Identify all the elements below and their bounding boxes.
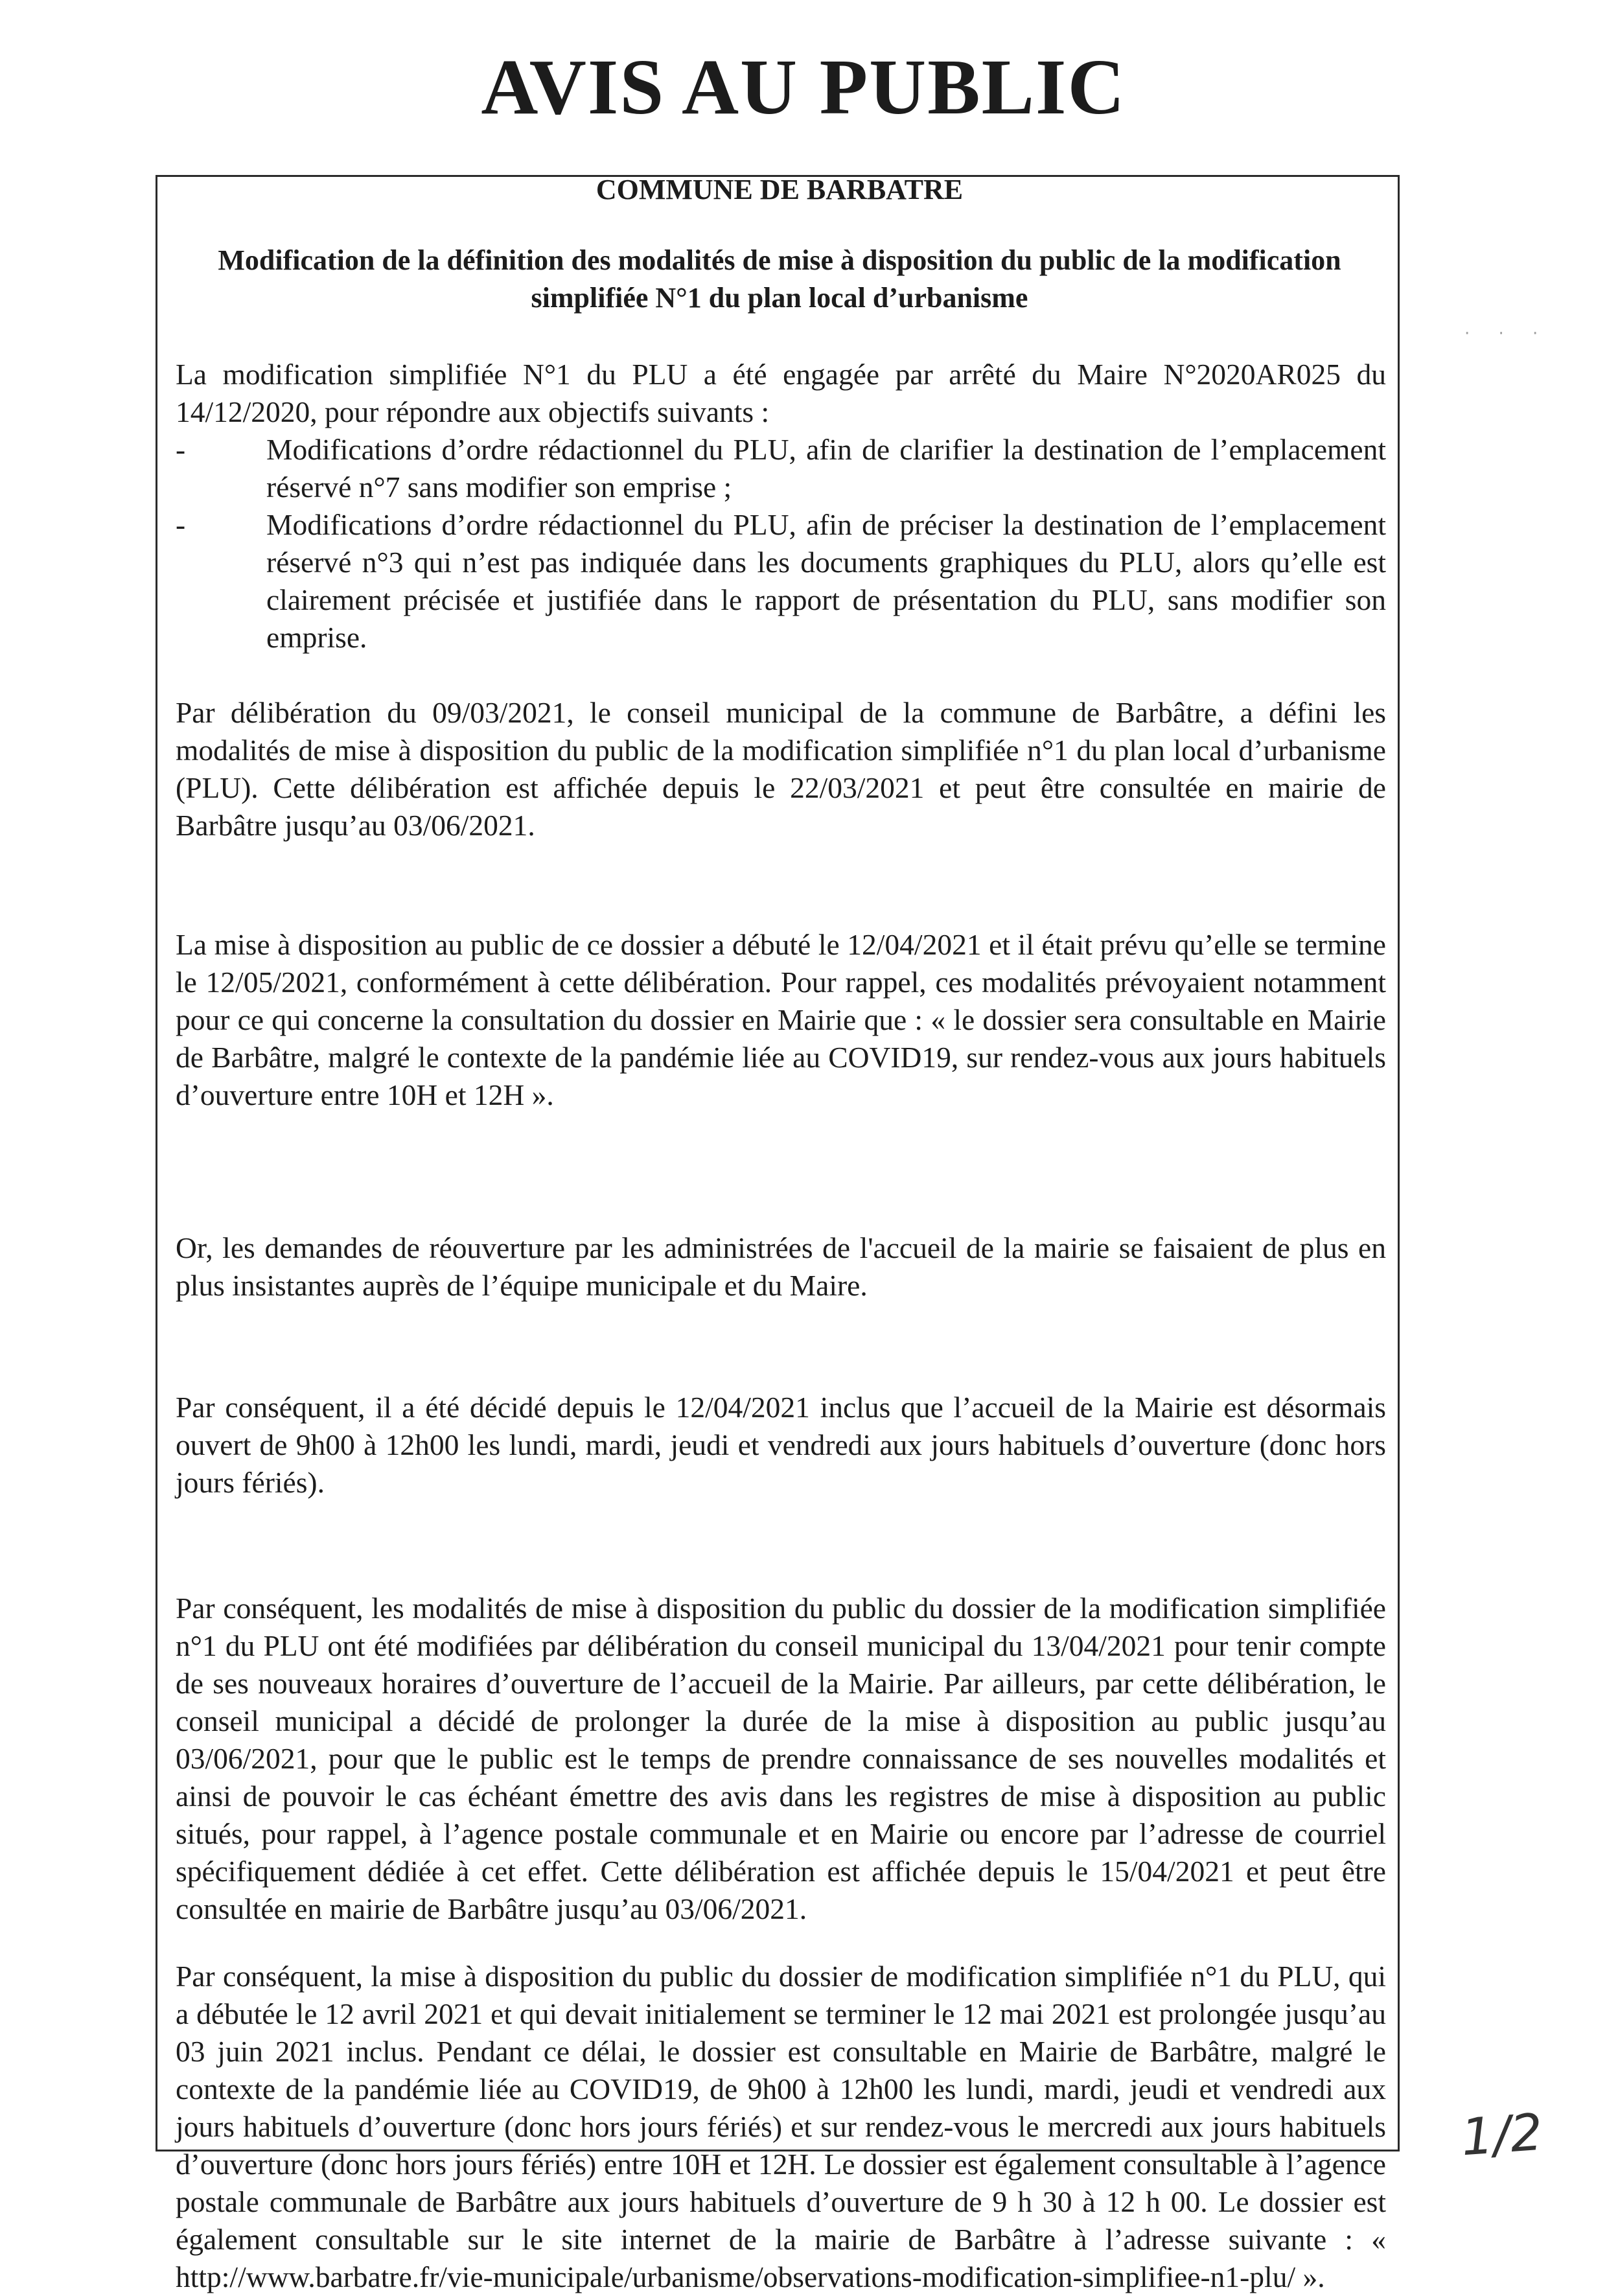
paragraph-prolongation: Par conséquent, la mise à disposition du public du dossier de modification simplifiée n°1 du PLU, qui a débutée le 12 avril 2021 et qui devait initialement se terminer le 12 mai 2021 est prolongée jusqu’au 03 juin 2021 inclus. Pendant ce délai, le dossier est consultable en Mairie de Barbâtre, malgré le contexte de la pandémie liée au COVID19, de 9h00 à 12h00 les lundi, mardi, jeudi et vendredi aux jours habituels d’ouverture (donc hors jours fériés) et sur rendez-vous le mercredi aux jours habituels d’ouverture (donc hors jours fériés) entre 10H et 12H. Le dossier est également consultable à l’agence postale communale de Barbâtre aux jours habituels d’ouverture de 9 h 30 à 12 h 00. Le dossier est également consultable sur le site internet de la mairie de Barbâtre à l’adresse suivante : « http://www.barbatre.fr/vie-municipale/urbanisme/observations-modification-simplifiee-n1-plu/ ». [176,1960,1386,2293]
paragraph-mise-a-disposition: La mise à disposition au public de ce dossier a débuté le 12/04/2021 et il était prévu qu’elle se termine le 12/05/2021, conformément à cette délibération. Pour rappel, ces modalités prévoyaient notamment pour ce qui concerne la consultation du dossier en Mairie que : « le dossier sera consultable en Mairie de Barbâtre, malgré le contexte de la pandémie liée au COVID19, sur rendez-vous aux jours habituels d’ouverture entre 10H et 12H ». [176,928,1386,1111]
commune-heading: COMMUNE DE BARBATRE [595,174,964,205]
page-number: 1/2 [1459,2103,1545,2168]
objective-text: Modifications d’ordre rédactionnel du PLU, afin de clarifier la destination de l’emplacement réservé n°7 sans modifier son emprise ; [266,433,1386,504]
objectives-list [176,431,1386,656]
notice-frame [156,174,1400,2293]
scan-specks: · · · [1464,324,1550,343]
paragraph-modification-modalites: Par conséquent, les modalités de mise à disposition du public du dossier de la modification simplifiée n°1 du PLU ont été modifiées par délibération du conseil municipal du 13/04/2021 pour tenir compte de ses nouveaux horaires d’ouverture de l’accueil de la Mairie. Par ailleurs, par cette délibération, le conseil municipal a décidé de prolonger la durée de la mise à disposition au public jusqu’au 03/06/2021, pour que le public est le temps de prendre connaissance de ses nouvelles modalités et ainsi de pouvoir le cas échéant émettre des avis dans les registres de mise à disposition au public situés, pour rappel, à l’agence postale communale et en Mairie ou encore par l’adresse de courriel spécifiquement dédiée à cet effet. Cette délibération est affichée depuis le 15/04/2021 et peut être consultée en mairie de Barbâtre jusqu’au 03/06/2021. [176,1592,1386,1925]
document-title: AVIS AU PUBLIC [481,43,1126,131]
list-dash: - [176,508,186,541]
objective-text: Modifications d’ordre rédactionnel du PLU, afin de préciser la destination de l’emplacement réservé n°3 qui n’est pas indiquée dans les documents graphiques du PLU, alors qu’elle est clairement précisée et justifiée dans le rapport de présentation du PLU, sans modifier son emprise. [266,508,1386,654]
notice-subject: Modification de la définition des modalités de mise à disposition du public de la modification simplifiée N°1 du plan local d’urbanisme [218,244,1341,314]
intro-paragraph: La modification simplifiée N°1 du PLU a été engagée par arrêté du Maire N°2020AR025 du 14/12/2020, pour répondre aux objectifs suivants : [176,358,1386,428]
objective-item [176,506,1386,656]
paragraph-accueil-horaires: Par conséquent, il a été décidé depuis le 12/04/2021 inclus que l’accueil de la Mairie est désormais ouvert de 9h00 à 12h00 les lundi, mardi, jeudi et vendredi aux jours habituels d’ouverture (donc hors jours fériés). [176,1391,1386,1499]
list-dash: - [176,433,186,466]
paragraph-reouverture: Or, les demandes de réouverture par les administrées de l'accueil de la mairie se faisaient de plus en plus insistantes auprès de l’équipe municipale et du Maire. [176,1231,1386,1302]
objective-item [176,431,1386,506]
paragraph-deliberation-initial: Par délibération du 09/03/2021, le conseil municipal de la commune de Barbâtre, a défini les modalités de mise à disposition du public de la modification simplifiée n°1 du plan local d’urbanisme (PLU). Cette délibération est affichée depuis le 22/03/2021 et peut être consultée en mairie de Barbâtre jusqu’au 03/06/2021. [176,696,1386,842]
